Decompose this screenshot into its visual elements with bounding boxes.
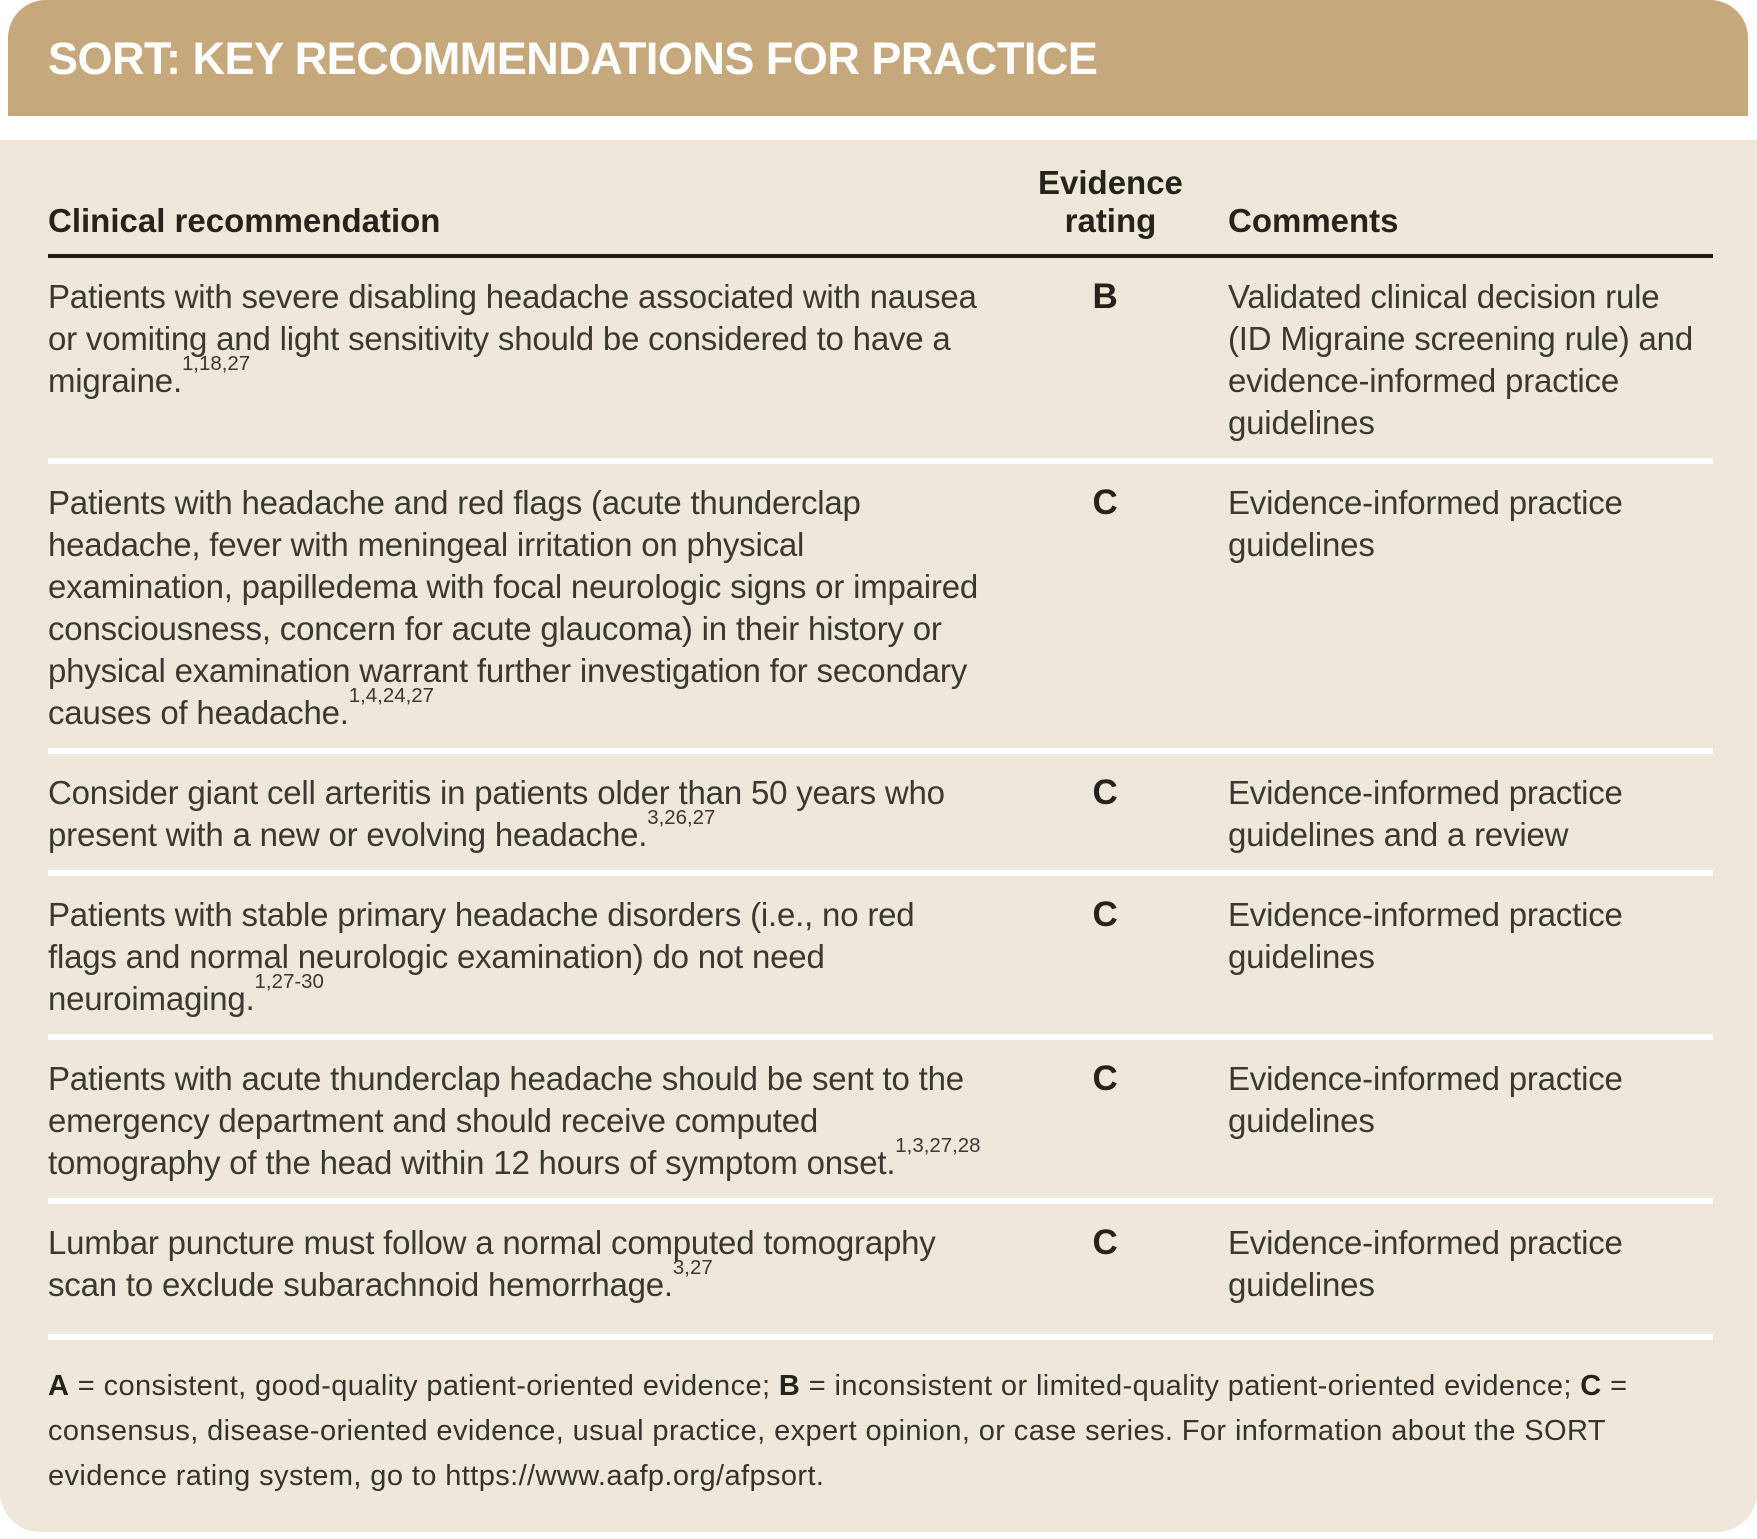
- recommendation-cell: [48, 1222, 1038, 1306]
- table-title: SORT: KEY RECOMMENDATIONS FOR PRACTICE: [48, 33, 1098, 84]
- evidence-rating-value: C: [1092, 773, 1118, 812]
- reference-superscript: 1,3,27,28: [895, 1133, 981, 1157]
- rating-c-label: C: [1580, 1370, 1602, 1402]
- recommendation-text: Lumbar puncture must follow a normal computed tomography scan to exclude subarachnoid hemorrhage.: [48, 1224, 936, 1303]
- recommendation-text: Patients with severe disabling headache associated with nausea or vomiting and light sensitivity should be considered to have a migraine.: [48, 278, 977, 399]
- table-row: [48, 258, 1713, 458]
- column-header-clinical-recommendation: Clinical recommendation: [48, 202, 441, 239]
- table-header-row: [48, 140, 1713, 258]
- comment-text: Validated clinical decision rule (ID Migraine screening rule) and evidence-informed practice guidelines: [1228, 278, 1693, 441]
- sort-url: https://www.aafp.org/afpsort: [445, 1460, 816, 1492]
- recommendation-text: Patients with acute thunderclap headache should be sent to the emergency department and should receive computed tomography of the head within 12 hours of symptom onset.: [48, 1060, 964, 1181]
- table-row: [48, 1198, 1713, 1320]
- footnote-period: .: [815, 1460, 825, 1492]
- evidence-rating-value: B: [1092, 277, 1118, 316]
- recommendation-text: Consider giant cell arteritis in patients older than 50 years who present with a new or evolving headache.: [48, 774, 945, 853]
- rating-b-label: B: [778, 1370, 801, 1402]
- reference-superscript: 1,18,27: [181, 351, 251, 375]
- recommendation-cell: [48, 772, 1038, 856]
- reference-superscript: 3,26,27: [647, 805, 716, 829]
- table-row: [48, 748, 1713, 870]
- evidence-rating-value: C: [1092, 483, 1118, 522]
- table-title-bar: [8, 0, 1748, 116]
- table-row: [48, 870, 1713, 1034]
- column-header-comments: Comments: [1228, 202, 1399, 239]
- column-header-evidence-rating: [1038, 164, 1228, 240]
- recommendation-cell: [48, 1058, 1038, 1184]
- comment-text: Evidence-informed practice guidelines: [1228, 1060, 1623, 1139]
- reference-superscript: 1,27-30: [254, 969, 324, 993]
- rating-b-definition: = inconsistent or limited-quality patient-oriented evidence;: [800, 1370, 1581, 1402]
- table-row: [48, 458, 1713, 748]
- comment-text: Evidence-informed practice guidelines and a review: [1228, 774, 1623, 853]
- rating-c-definition: = consensus, disease-oriented evidence, usual practice, expert opinion, or case series. For information about the SORT evidence rating system, go to: [48, 1370, 1628, 1492]
- reference-superscript: 3,27: [672, 1255, 713, 1279]
- recommendation-text: Patients with headache and red flags (acute thunderclap headache, fever with meningeal irritation on physical examination, papilledema with focal neurologic signs or impaired consciousness, concern for acute glaucoma) in their history or physical examination warrant further investigation for secondary causes of headache.: [48, 484, 979, 731]
- table-row: [48, 1034, 1713, 1198]
- evidence-rating-value: C: [1092, 895, 1118, 934]
- recommendation-cell: [48, 482, 1038, 734]
- recommendation-cell: [48, 894, 1038, 1020]
- evidence-rating-value: C: [1092, 1059, 1118, 1098]
- recommendation-cell: [48, 276, 1038, 444]
- rating-a-label: A: [48, 1370, 70, 1402]
- comment-text: Evidence-informed practice guidelines: [1228, 1224, 1623, 1303]
- comment-text: Evidence-informed practice guidelines: [1228, 896, 1623, 975]
- evidence-rating-value: C: [1092, 1223, 1118, 1262]
- sort-rating-key-footnote: [48, 1334, 1713, 1499]
- comment-text: Evidence-informed practice guidelines: [1228, 484, 1623, 563]
- reference-superscript: 1,4,24,27: [348, 683, 434, 707]
- column-header-evidence-rating-label: Evidence rating: [1038, 164, 1183, 239]
- recommendation-text: Patients with stable primary headache disorders (i.e., no red flags and normal neurologic examination) do not need neuroimaging.: [48, 896, 915, 1017]
- rating-a-definition: = consistent, good-quality patient-oriented evidence;: [69, 1370, 779, 1402]
- sort-table-panel: [0, 140, 1757, 1532]
